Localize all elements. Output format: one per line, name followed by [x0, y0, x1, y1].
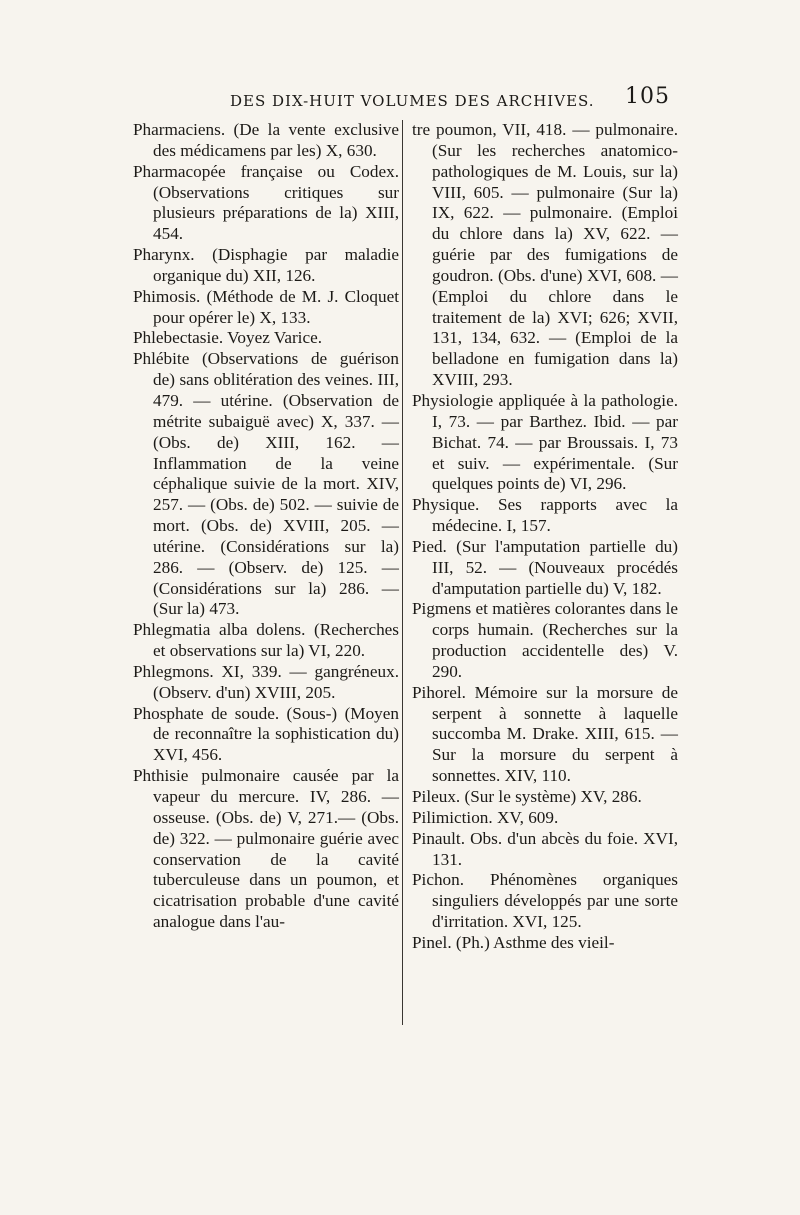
index-entry: Pigmens et matières colorantes dans le corps humain. (Recherches sur la production accidentelle des) V. 290.	[412, 599, 678, 681]
index-entry: Pharmacopée française ou Codex. (Observations critiques sur plusieurs préparations de la) XIII, 454.	[133, 161, 399, 244]
index-entry: Pharmaciens. (De la vente exclusive des médicamens par les) X, 630.	[133, 120, 399, 160]
index-entry: Pharynx. (Disphagie par maladie organique du) XII, 126.	[133, 245, 399, 285]
index-entry: Pichon. Phénomènes organiques singuliers développés par une sorte d'irritation. XVI, 125.	[412, 870, 678, 932]
index-entry: Phlegmatia alba dolens. (Recherches et observations sur la) VI, 220.	[133, 620, 399, 661]
index-entry: Phosphate de soude. (Sous-) (Moyen de reconnaître la sophistication du) XVI, 456.	[133, 703, 399, 765]
index-entry: Pinel. (Ph.) Asthme des vieil-	[412, 932, 615, 952]
index-entry: Phlebectasie. Voyez Varice.	[133, 328, 323, 348]
index-entry: Physiologie appliquée à la pathologie. I, 73. — par Barthez. Ibid. — par Bichat. 74. — par Broussais. I, 73 et suiv. — expérimentale. (Sur quelques points de) VI, 296.	[412, 390, 678, 494]
index-entry: Pihorel. Mémoire sur la morsure de serpent à sonnette à laquelle succomba M. Drake. XIII, 615. — Sur la morsure du serpent à sonnettes. XIV, 110.	[412, 682, 678, 786]
index-entry: tre poumon, VII, 418. — pulmonaire. (Sur les recherches anatomico-pathologiques de M. Louis, sur la) VIII, 605. — pulmonaire (Sur la) IX, 622. — pulmonaire. (Emploi du chlore dans la) XV, 622. — guérie par des fumigations de goudron. (Obs. d'une) XVI, 608. — (Emploi du chlore dans le traitement de la) XVI; 626; XVII, 131, 134, 632. — (Emploi de la belladone en fumigation dans la) XVIII, 293.	[412, 120, 678, 390]
index-entry: Phlegmons. XI, 339. — gangréneux. (Observ. d'un) XVIII, 205.	[133, 661, 399, 702]
index-entry: Physique. Ses rapports avec la médecine. I, 157.	[412, 495, 678, 536]
page-number: 105	[625, 84, 670, 109]
index-column-right	[412, 120, 678, 954]
column-divider	[402, 120, 403, 1025]
index-entry: Phthisie pulmonaire causée par la vapeur du mercure. IV, 286. — osseuse. (Obs. de) V, 271.— (Obs. de) 322. — pulmonaire guérie avec conservation de la cavité tuberculeuse dans un poumon, et cicatrisation probable d'une cavité analogue dans l'au-	[133, 766, 399, 932]
index-entry: Pilimiction. XV, 609.	[412, 807, 559, 827]
index-entry: Phlébite (Observations de guérison de) sans oblitération des veines. III, 479. — utérine. (Observation de métrite subaiguë avec) X, 337. — (Obs. de) XIII, 162. — Inflammation de la veine céphalique suivie de la mort. XIV, 257. — (Obs. de) 502. — suivie de mort. (Obs. de) XVIII, 205. — utérine. (Considérations sur la) 286. — (Observ. de) 125. — (Considérations sur la) 286. — (Sur la) 473.	[133, 349, 399, 619]
index-entry: Pinault. Obs. d'un abcès du foie. XVI, 131.	[412, 828, 678, 869]
index-entry: Phimosis. (Méthode de M. J. Cloquet pour opérer le) X, 133.	[133, 286, 399, 327]
page-header	[130, 80, 670, 114]
running-title: DES DIX-HUIT VOLUMES DES ARCHIVES.	[230, 92, 595, 110]
index-column-left	[133, 120, 399, 933]
index-entry: Pileux. (Sur le système) XV, 286.	[412, 787, 642, 806]
index-entry: Pied. (Sur l'amputation partielle du) III, 52. — (Nouveaux procédés d'amputation partielle du) V, 182.	[412, 536, 678, 598]
